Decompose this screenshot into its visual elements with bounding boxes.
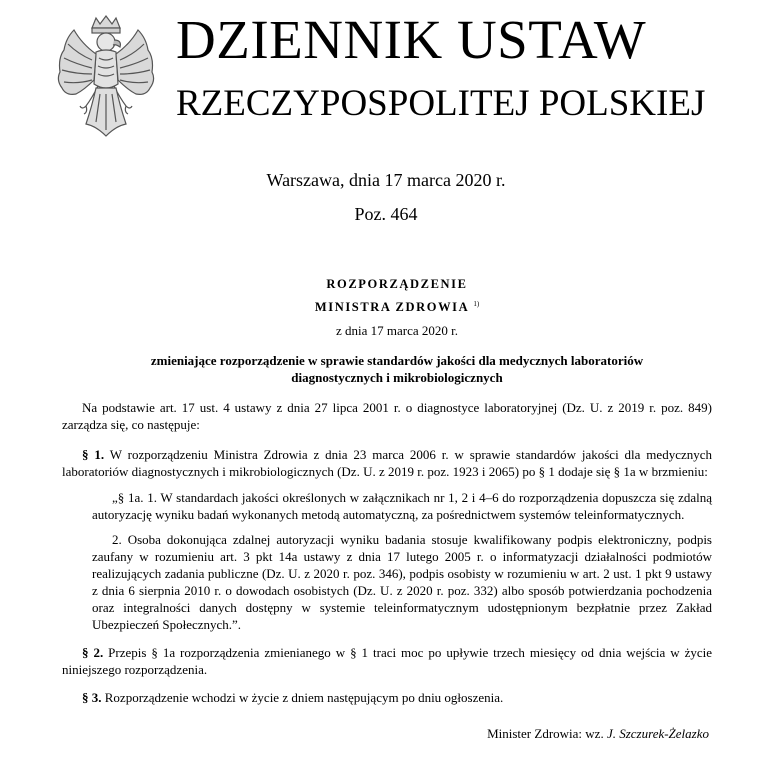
act-type: ROZPORZĄDZENIE (326, 277, 468, 291)
act-issuer-text: MINISTRA ZDROWIA (314, 300, 469, 315)
signature-role: Minister Zdrowia: wz. (487, 726, 604, 742)
section-2-label: § 2. (82, 645, 104, 661)
publication-dateline: Warszawa, dnia 17 marca 2020 r. (266, 170, 506, 190)
signature-name: J. Szczurek-Żelazko (606, 726, 709, 742)
section-2-text: Przepis § 1a rozporządzenia zmienianego w § 1 traci moc po upływie trzech miesięcy od dnia wejścia w życie niniejszego rozporządzenia. (62, 645, 713, 678)
act-issuer (82, 296, 712, 316)
section-3-label: § 3. (82, 690, 102, 706)
polish-eagle-emblem-icon (52, 14, 160, 148)
document-body (62, 276, 712, 742)
section-1-label: § 1. (82, 447, 105, 463)
gazette-subtitle: RZECZYPOSPOLITEJ POLSKIEJ (176, 83, 706, 124)
gazette-title: DZIENNIK USTAW (176, 9, 647, 70)
gazette-header (0, 0, 762, 150)
legal-basis: Na podstawie art. 17 ust. 4 ustawy z dnia 27 lipca 2001 r. o diagnostyce laboratoryjnej (Dz. U. z 2019 r. poz. 849) zarządza się, co następuje: (62, 400, 712, 433)
section-1 (62, 446, 712, 480)
publication-position: Poz. 464 (354, 204, 418, 224)
footnote-mark: 1) (473, 300, 480, 308)
section-3 (62, 689, 712, 706)
signature (62, 725, 712, 742)
act-date: z dnia 17 marca 2020 r. (335, 323, 458, 339)
section-1-text: W rozporządzeniu Ministra Zdrowia z dnia 23 marca 2006 r. w sprawie standardów jakości dla medycznych laboratoriów diagnostycznych i mikrobiologicznych (Dz. U. z 2019 r. poz. 1923 i 2065) po § 1 dodaje się § 1a w brzmieniu: (62, 447, 713, 480)
section-3-text: Rozporządzenie wchodzi w życie z dniem następującym po dniu ogłoszenia. (104, 690, 504, 706)
quoted-point-2: 2. Osoba dokonująca zdalnej autoryzacji wyniku badania stosuje kwalifikowany podpis elektroniczny, podpis zaufany w rozumieniu art. 3 pkt 14a ustawy z dnia 17 lutego 2005 r. o informatyzacji działalności podmiotów realizujących zadania publiczne (Dz. U. z 2020 r. poz. 346), podpis osobisty w rozumieniu w art. 2 ust. 1 pkt 9 ustawy z dnia 6 sierpnia 2010 r. o dowodach osobistych (Dz. U. z 2020 r. poz. 332) albo sposób potwierdzania pochodzenia oraz integralności danych dostępny w systemie teleinformatycznym udostępnionym bezpłatnie przez Zakład Ubezpieczeń Społecznych.”. (92, 532, 712, 633)
quoted-point-1: „§ 1a. 1. W standardach jakości określonych w załącznikach nr 1, 2 i 4–6 do rozporządzenia dopuszcza się zdalną autoryzację wyniku badań wykonanych metodą automatyczną, za pośrednictwem systemów teleinformatycznych. (92, 490, 712, 523)
act-subject: zmieniające rozporządzenie w sprawie standardów jakości dla medycznych laboratoriów diagnostycznych i mikrobiologicznych (150, 353, 644, 386)
section-2 (62, 644, 712, 678)
